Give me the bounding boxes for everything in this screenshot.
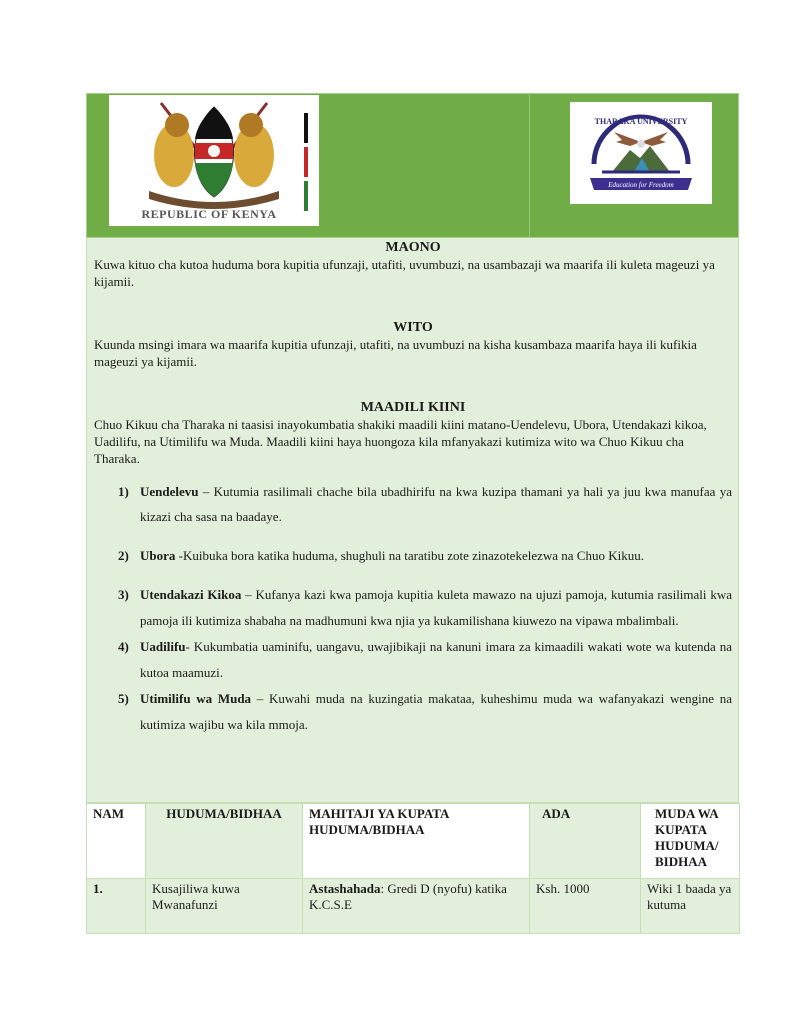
core-value-term: Utimilifu wa Muda (140, 691, 252, 706)
column-header-mahitaji: MAHITAJI YA KUPATA HUDUMA/BIDHAA (303, 804, 530, 879)
core-value-text: -Kuibuka bora katika huduma, shughuli na taratibu zote zinazotekelezwa na Chuo Kikuu. (175, 548, 644, 563)
cell-muda: Wiki 1 baada ya kutuma (641, 879, 740, 934)
core-value-text: – Kutumia rasilimali chache bila ubadhirifu na kwa kuzipa thamani ya hali ya juu kwa manufaa ya kizazi cha sasa na baadaye. (140, 484, 732, 524)
column-header-nam: NAM (87, 804, 146, 879)
core-value-term: Ubora (140, 548, 176, 563)
core-values-list (94, 479, 732, 738)
cell-mahitaji-term: Astashahada (309, 881, 381, 896)
core-value-term: Uadilifu (140, 639, 186, 654)
core-value-term: Uendelevu (140, 484, 199, 499)
core-value-item (94, 686, 732, 738)
core-value-text: - Kukumbatia uaminifu, uangavu, uwajibikaji na kanuni imara za kimaadili wakati wote wa kutenda na kutoa maamuzi. (140, 639, 732, 680)
cell-mahitaji (303, 879, 530, 934)
core-value-item (94, 634, 732, 686)
header-band (86, 93, 739, 238)
services-table (86, 803, 740, 934)
wito-text: Kuunda msingi imara wa maarifa kupitia ufunzaji, utafiti, na uvumbuzi na kisha kusambaza maarifa haya ili kufikia mageuzi ya kijamii. (94, 337, 697, 369)
tharaka-arc-text: THARAKA UNIVERSITY (594, 117, 688, 126)
kenya-coat-of-arms-logo (109, 95, 319, 226)
maono-text: Kuwa kituo cha kutoa huduma bora kupitia ufunzaji, utafiti, uvumbuzi, na usambazaji wa maarifa ili kuleta mageuzi ya kijamii. (94, 257, 715, 289)
core-value-text: – Kufanya kazi kwa pamoja kupitia kuleta mawazo na ujuzi pamoja, kutumia rasilimali kwa pamoja ili kutimiza shabaha na madhumuni kwa njia ya kukamilishana kiuwezo na vipawa mbalimbali. (140, 587, 733, 628)
table-header-row (87, 804, 740, 879)
column-header-ada: ADA (530, 804, 641, 879)
content-box (86, 238, 739, 803)
core-value-item (94, 582, 732, 634)
core-value-number: 1) (118, 484, 129, 499)
maadili-title: MAADILI KIINI (360, 400, 466, 415)
cell-mahitaji-text: : Gredi D (nyofu) katika K.C.S.E (309, 881, 507, 912)
column-header-huduma: HUDUMA/BIDHAA (146, 804, 303, 879)
kenya-logo-caption: REPUBLIC OF KENYA (141, 207, 277, 221)
core-value-number: 2) (118, 548, 129, 563)
core-value-number: 5) (118, 691, 129, 706)
tharaka-university-logo (570, 102, 712, 204)
column-header-muda: MUDA WA KUPATA HUDUMA/ BIDHAA (641, 804, 740, 879)
cell-nam: 1. (87, 879, 146, 934)
core-value-item (94, 479, 732, 529)
cell-huduma: Kusajiliwa kuwa Mwanafunzi (146, 879, 303, 934)
core-value-number: 3) (118, 587, 129, 602)
core-value-item (94, 543, 732, 568)
cell-ada: Ksh. 1000 (530, 879, 641, 934)
header-divider (529, 94, 530, 237)
maadili-intro: Chuo Kikuu cha Tharaka ni taasisi inayokumbatia shakiki maadili kiini matano-Uendelevu, Ubora, Utendakazi kikoa, Uadilifu, na Utimilifu wa Muda. Maadili kiini haya huongoza kila mfanyakazi kutimiza wito wa Chuo Kikuu cha Tharaka. (94, 417, 707, 466)
maono-title: MAONO (385, 240, 441, 255)
core-value-number: 4) (118, 639, 129, 654)
wito-title: WITO (393, 320, 433, 335)
table-row (87, 879, 740, 934)
document-page (86, 93, 739, 934)
core-value-term: Utendakazi Kikoa (140, 587, 242, 602)
tharaka-university-logo-icon (570, 102, 712, 204)
core-value-text: – Kuwahi muda na kuzingatia makataa, kuheshimu muda wa wafanyakazi wengine na kutimiza wajibu wa kila mmoja. (140, 691, 732, 732)
tharaka-ribbon-text: Education for Freedom (608, 181, 674, 189)
